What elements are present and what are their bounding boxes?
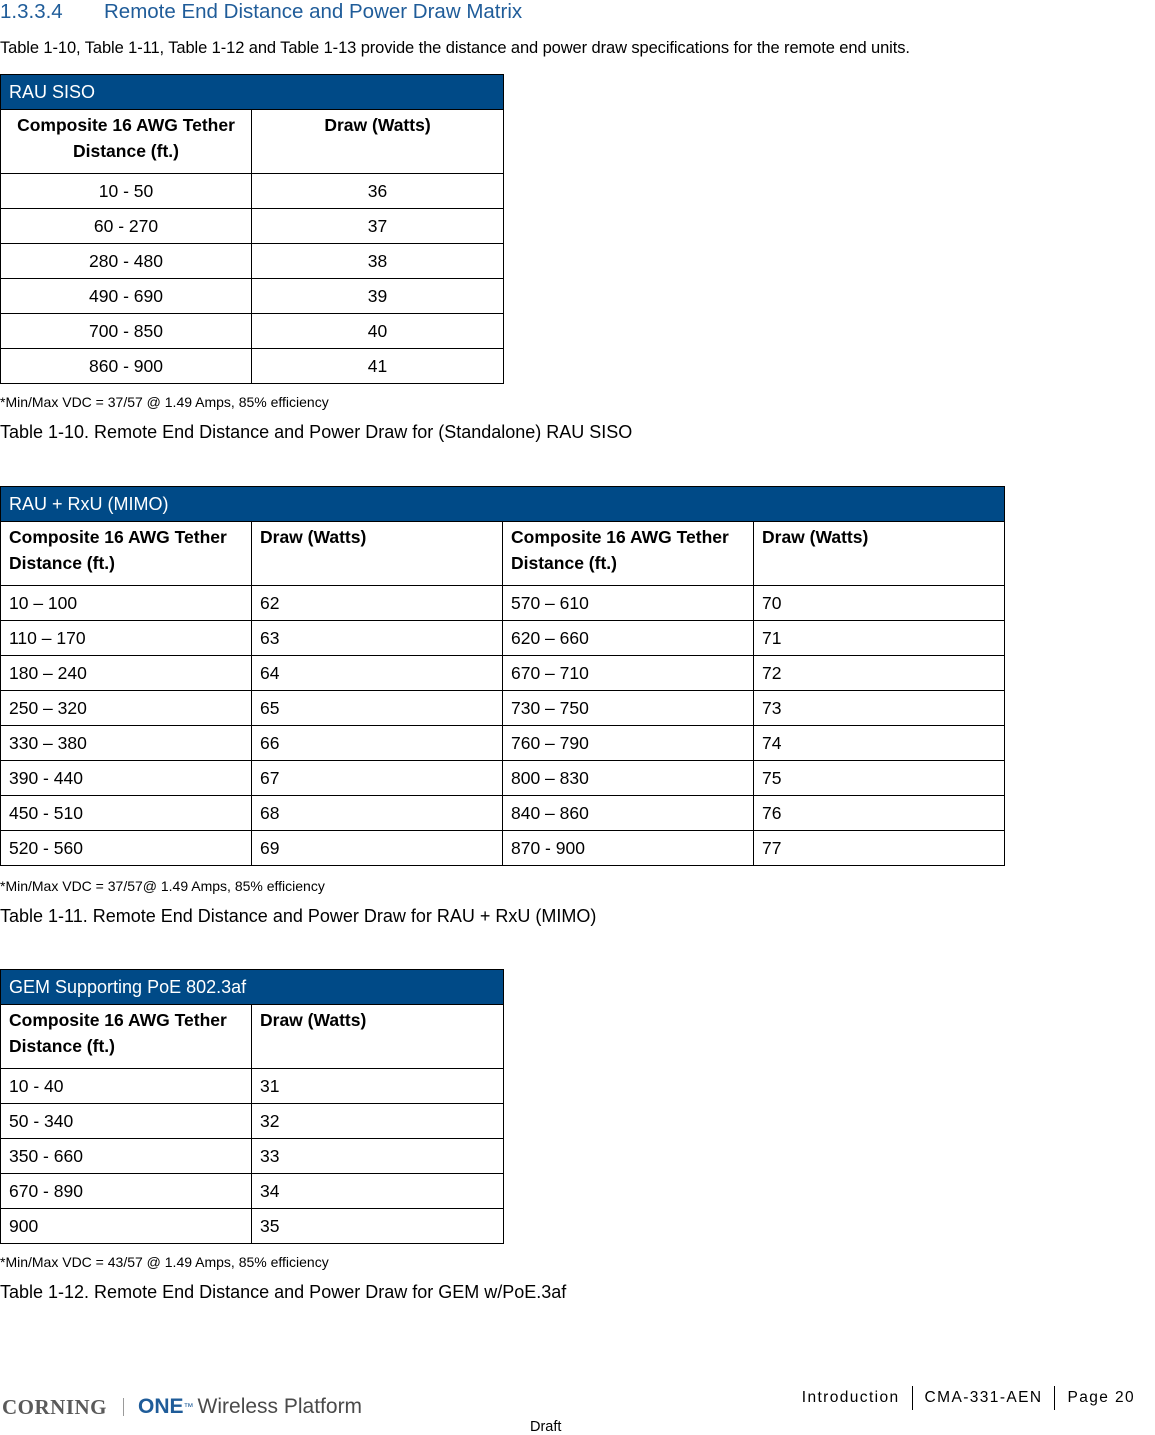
table-row xyxy=(1,209,504,244)
cell-draw: 64 xyxy=(252,656,503,691)
cell-distance: 50 - 340 xyxy=(1,1104,252,1139)
cell-draw: 73 xyxy=(754,691,1005,726)
cell-distance: 700 - 850 xyxy=(1,314,252,349)
draft-label: Draft xyxy=(530,1419,562,1435)
cell-draw: 34 xyxy=(252,1174,504,1209)
column-header-draw: Draw (Watts) xyxy=(252,522,503,586)
cell-draw: 36 xyxy=(252,174,504,209)
table-row xyxy=(1,691,1005,726)
cell-distance: 110 – 170 xyxy=(1,621,252,656)
cell-distance: 180 – 240 xyxy=(1,656,252,691)
table-note: *Min/Max VDC = 37/57 @ 1.49 Amps, 85% efficiency xyxy=(0,394,329,410)
cell-draw: 31 xyxy=(252,1069,504,1104)
cell-distance: 760 – 790 xyxy=(503,726,754,761)
footer-doc-id: CMA-331-AEN xyxy=(912,1386,1055,1410)
cell-draw: 38 xyxy=(252,244,504,279)
table-row xyxy=(1,586,1005,621)
column-header-distance: Composite 16 AWG Tether Distance (ft.) xyxy=(1,522,252,586)
cell-draw: 62 xyxy=(252,586,503,621)
cell-draw: 65 xyxy=(252,691,503,726)
cell-draw: 70 xyxy=(754,586,1005,621)
cell-distance: 620 – 660 xyxy=(503,621,754,656)
intro-paragraph: Table 1-10, Table 1-11, Table 1-12 and Table 1-13 provide the distance and power draw specifications for the remote end units. xyxy=(0,39,910,57)
cell-draw: 69 xyxy=(252,831,503,866)
table-gem-poe xyxy=(0,969,504,1244)
logo-divider xyxy=(123,1398,124,1416)
cell-distance: 10 - 40 xyxy=(1,1069,252,1104)
table-row xyxy=(1,174,504,209)
table-row xyxy=(1,1174,504,1209)
cell-draw: 74 xyxy=(754,726,1005,761)
table-rau-siso xyxy=(0,74,504,384)
cell-draw: 37 xyxy=(252,209,504,244)
cell-draw: 68 xyxy=(252,796,503,831)
table-caption: Table 1-12. Remote End Distance and Power Draw for GEM w/PoE.3af xyxy=(0,1282,567,1302)
column-header-distance: Composite 16 AWG Tether Distance (ft.) xyxy=(1,1005,252,1069)
table-row xyxy=(1,796,1005,831)
table-band-title: RAU + RxU (MIMO) xyxy=(1,487,1005,522)
table-rau-rxu-mimo xyxy=(0,486,1005,866)
table-row xyxy=(1,621,1005,656)
cell-draw: 67 xyxy=(252,761,503,796)
cell-draw: 41 xyxy=(252,349,504,384)
table-row xyxy=(1,831,1005,866)
table-row xyxy=(1,349,504,384)
cell-distance: 390 - 440 xyxy=(1,761,252,796)
table-row xyxy=(1,279,504,314)
cell-draw: 39 xyxy=(252,279,504,314)
table-note: *Min/Max VDC = 43/57 @ 1.49 Amps, 85% efficiency xyxy=(0,1254,329,1270)
cell-distance: 900 xyxy=(1,1209,252,1244)
table-band-title: RAU SISO xyxy=(1,75,504,110)
cell-distance: 350 - 660 xyxy=(1,1139,252,1174)
cell-distance: 330 – 380 xyxy=(1,726,252,761)
cell-distance: 870 - 900 xyxy=(503,831,754,866)
column-header-draw: Draw (Watts) xyxy=(252,1005,504,1069)
table-row xyxy=(1,1209,504,1244)
page-footer xyxy=(790,1386,1147,1410)
cell-draw: 33 xyxy=(252,1139,504,1174)
table-caption: Table 1-10. Remote End Distance and Power Draw for (Standalone) RAU SISO xyxy=(0,422,633,442)
cell-distance: 450 - 510 xyxy=(1,796,252,831)
cell-draw: 63 xyxy=(252,621,503,656)
cell-distance: 520 - 560 xyxy=(1,831,252,866)
logo-trademark: ™ xyxy=(183,1401,194,1413)
cell-distance: 10 - 50 xyxy=(1,174,252,209)
cell-distance: 60 - 270 xyxy=(1,209,252,244)
footer-section: Introduction xyxy=(801,1389,900,1406)
logo-one-text: ONE xyxy=(138,1395,184,1418)
corning-one-logo xyxy=(2,1394,362,1420)
cell-draw: 72 xyxy=(754,656,1005,691)
section-title: Remote End Distance and Power Draw Matrix xyxy=(104,0,523,23)
table-row xyxy=(1,761,1005,796)
column-header-draw: Draw (Watts) xyxy=(754,522,1005,586)
cell-distance: 490 - 690 xyxy=(1,279,252,314)
cell-draw: 76 xyxy=(754,796,1005,831)
column-header-draw: Draw (Watts) xyxy=(252,110,504,174)
table-row xyxy=(1,314,504,349)
cell-distance: 860 - 900 xyxy=(1,349,252,384)
cell-distance: 730 – 750 xyxy=(503,691,754,726)
table-row xyxy=(1,726,1005,761)
table-caption: Table 1-11. Remote End Distance and Power Draw for RAU + RxU (MIMO) xyxy=(0,906,597,926)
cell-distance: 670 – 710 xyxy=(503,656,754,691)
table-row xyxy=(1,1104,504,1139)
table-band-title: GEM Supporting PoE 802.3af xyxy=(1,970,504,1005)
cell-draw: 35 xyxy=(252,1209,504,1244)
table-row xyxy=(1,656,1005,691)
cell-draw: 66 xyxy=(252,726,503,761)
table-row xyxy=(1,1139,504,1174)
cell-distance: 800 – 830 xyxy=(503,761,754,796)
cell-distance: 10 – 100 xyxy=(1,586,252,621)
footer-page-number: Page 20 xyxy=(1054,1386,1147,1410)
logo-corning-text: CORNING xyxy=(2,1394,108,1419)
column-header-distance: Composite 16 AWG Tether Distance (ft.) xyxy=(1,110,252,174)
cell-draw: 77 xyxy=(754,831,1005,866)
table-note: *Min/Max VDC = 37/57@ 1.49 Amps, 85% efficiency xyxy=(0,878,325,894)
table-row xyxy=(1,1069,504,1104)
cell-distance: 280 - 480 xyxy=(1,244,252,279)
cell-distance: 670 - 890 xyxy=(1,1174,252,1209)
cell-draw: 75 xyxy=(754,761,1005,796)
cell-draw: 71 xyxy=(754,621,1005,656)
cell-distance: 570 – 610 xyxy=(503,586,754,621)
section-heading xyxy=(0,0,522,24)
cell-distance: 840 – 860 xyxy=(503,796,754,831)
column-header-distance: Composite 16 AWG Tether Distance (ft.) xyxy=(503,522,754,586)
logo-platform-text: Wireless Platform xyxy=(197,1395,363,1418)
cell-draw: 32 xyxy=(252,1104,504,1139)
cell-draw: 40 xyxy=(252,314,504,349)
cell-distance: 250 – 320 xyxy=(1,691,252,726)
table-row xyxy=(1,244,504,279)
section-number: 1.3.3.4 xyxy=(0,0,63,23)
